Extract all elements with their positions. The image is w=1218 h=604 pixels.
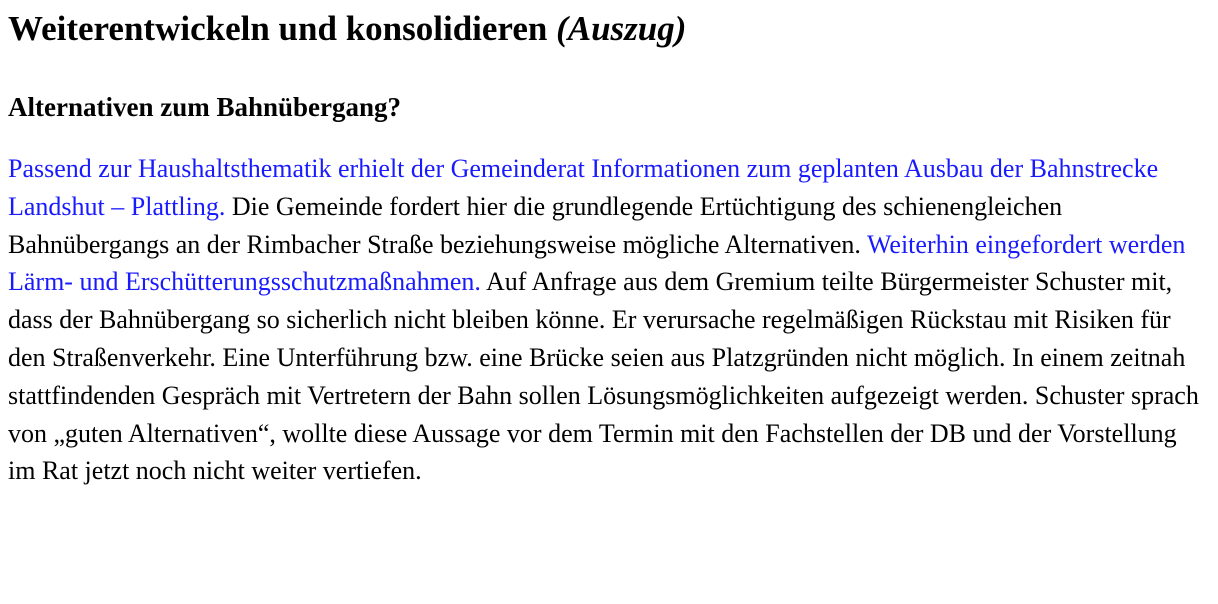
page-title-main: Weiterentwickeln und konsolidieren bbox=[8, 9, 548, 48]
article-paragraph bbox=[8, 150, 1208, 490]
highlighted-sentence-1: Passend zur Haushaltsthematik erhielt der Gemeinderat Informationen zum geplanten Ausbau der Bahnstrecke Landshut – Plattling. bbox=[8, 154, 1159, 221]
highlighted-sentence-2: Weiterhin eingefordert werden Lärm- und Erschütterungsschutzmaßnahmen. bbox=[8, 229, 1186, 297]
page-title bbox=[8, 6, 1208, 52]
section-heading: Alternativen zum Bahnübergang? bbox=[8, 92, 402, 122]
body-text-1: Die Gemeinde fordert hier die grundlegende Ertüchtigung des schienengleichen Bahnübergangs an der Rimbacher Straße beziehungsweise mögliche Alternativen. bbox=[8, 191, 1063, 259]
body-text-2: Auf Anfrage aus dem Gremium teilte Bürgermeister Schuster mit, dass der Bahnübergang so sicherlich nicht bleiben könne. Er verursache regelmäßigen Rückstau mit Risiken für den Straßenverkehr. Eine Unterführung bzw. eine Brücke seien aus Platzgründen nicht möglich. In einem zeitnah stattfindenden Gespräch mit Vertretern der Bahn sollen Lösungsmöglichkeiten aufgezeigt werden. Schuster sprach von „guten Alternativen“, wollte diese Aussage vor dem Termin mit den Fachstellen der DB und der Vorstellung im Rat jetzt noch nicht weiter vertiefen. bbox=[8, 267, 1199, 486]
page-title-suffix: (Auszug) bbox=[556, 9, 687, 48]
